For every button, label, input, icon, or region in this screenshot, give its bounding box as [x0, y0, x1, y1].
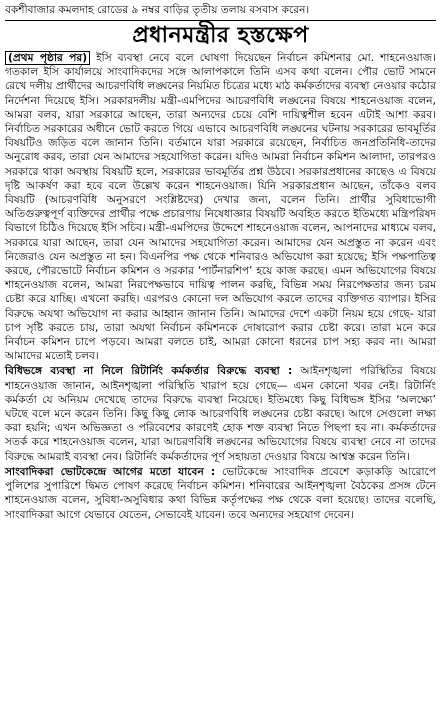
- headline: প্রধানমন্ত্রীর হস্তক্ষেপ: [132, 23, 309, 48]
- section-2-lead: বিধিভঙ্গে ব্যবস্থা না নিলে রিটার্নিং কর্মকর্তার বিরুদ্ধে ব্যবস্থা :: [5, 365, 293, 378]
- continued-label: (প্রথম পৃষ্ঠার পর): [5, 51, 90, 65]
- intro-line: বকশীবাজার কমলদাহ রোডের ৯ নম্বর বাড়ির তৃতীয় তলায় বসবাস করেন।: [5, 4, 310, 16]
- divider: [5, 20, 436, 21]
- paragraph-1-text: ইসি ব্যবস্থা নেবে বলে ঘোষণা দিয়েছেন নির্বাচন কমিশনার মো. শাহনেওয়াজ। গতকাল ইসি কার্যালয়ে সাংবাদিকদের সঙ্গে আলাপকালে তিনি এসব কথা বলেন। পৌর ভোট সামনে রেখে দলীয় প্রার্থীদের আচরণবিধি লঙ্ঘনের নিয়মিত চিত্রের মধ্যে মাঠ কর্মকর্তাদের ব্যবস্থা নেওয়ার কঠোর নির্দেশনা দিয়েছে ইসি। সরকারদলীয় মন্ত্রী-এমপিদের আচরণবিধি লঙ্ঘনের বিষয়ে শাহনেওয়াজ বলেন, আমরা বলব, যারা সরকারে আছেন, তারা অন্যদের চেয়ে বেশি দায়িত্বশীল হবেন এটাই আশা করব। নির্বাচিত সরকারের অধীনে ভোট করতে গিয়ে এভাবে আচরণবিধি লঙ্ঘনের ঘটনায় সরকারের ভাবমূর্তির বিষয়টিও জড়িত বলে জানান তিনি। বর্তমানে যারা সরকারে রয়েছেন, নির্বাচিত জনপ্রতিনিধি-তাদের অনুরোধ করব, তারা যেন আমাদের সহযোগিতা করেন। যদিও আমরা নির্বাচন কমিশন আলাদা, তারপরও সরকারে থাকা অবস্থায় বিষয়টি হলে, সরকারের ভাবমূর্তির প্রশ্ন উঠবে। সরকারপ্রধানের কাছেও এ বিষয়ে দৃষ্টি আকর্ষণ করা হবে বলে উল্লেখ করেন শাহনেওয়াজ। যিনি সরকারপ্রধান আছেন, তাঁকেও বলব বিষয়টি (আচরণবিধি অনুসরণে সংশ্লিষ্টদের) দেখার জন্য, বলেন তিনি। প্রার্থীর সুবিধাভোগী অতিগুরুত্বপূর্ণ ব্যক্তিদের প্রার্থীর পক্ষে প্রচারণায় নিষেধাজ্ঞার বিষয়টি অবহিত করতে ইতিমধ্যে মন্ত্রিপরিষদ বিভাগে চিঠিও দিয়েছে ইসি সচিব। মন্ত্রী-এমপিদের উদ্দেশে শাহনেওয়াজ বলেন, আপনাদের মাধ্যমে বলব, সরকারে যারা আছেন, তারা যেন আমাদের সহযোগিতা করেন। আমাদের যেন অপ্রস্তুত না করেন এবং নিজেরাও যেন অপ্রস্তুত না হন। বিএনপির পক্ষ থেকে শনিবারও অভিযোগ করা হয়েছে; ইসি পক্ষপাতিত্ব করছে, পৌরভোটে নির্বাচন কমিশন ও সরকার ‘পার্টনারশিপ’ হয়ে কাজ করছে। এমন অভিযোগের বিষয়ে শাহনেওয়াজ বলেন, আমরা নিরপেক্ষভাবে দায়িত্ব পালন করছি, বিভিন্ন সময় নিরপেক্ষতার জন্য চরম চেষ্টা করে যাচ্ছি। এখনো করছি। এরপরও কোনো দল অভিযোগ করলে তাদের ব্যক্তিগত ব্যাপার। ইসির বিরুদ্ধে অযথা অভিযোগ না করার আহ্বান জানান তিনি। আমাদের দেশে একটা নিয়ম হয়ে গেছে- যারা চাপ সৃষ্টি করতে চায়, তারা অযথা নির্বাচন কমিশনকে দোষারোপ করার চেষ্টা করে। তারা মনে করে নির্বাচন কমিশন চাপে পড়বে। আমরা বলতে চাই, আমরা কোনো ধরনের চাপ সহ্য করব না। আমরা আমাদের মতোই চলব।: [5, 52, 436, 363]
- article-body: [5, 51, 436, 522]
- section-3-text: ভোটকেন্দ্রে সাংবাদিক প্রবেশে কড়াকড়ি আরোপে পুলিশের সুপারিশে দ্বিমত পোষণ করেছে নির্বাচন কমিশন। শনিবারের আইনশৃঙ্খলা বৈঠকের প্রসঙ্গ টেনে শাহনেওয়াজ বলেন, সুবিধা-অসুবিধার কথা বিভিন্ন কর্তৃপক্ষের পক্ষ থেকে বলা হয়েছে। তাদের বলেছি, সাংবাদিকরা আগে যেভাবে যেতেন, সেভাবেই যাবেন। তবে অন্যদের সহযোগ দেবেন।: [5, 465, 436, 521]
- paragraph-3: [5, 465, 436, 522]
- paragraph-2: [5, 364, 436, 463]
- section-3-lead: সাংবাদিকরা ভোটকেন্দ্রে আগের মতো যাবেন :: [5, 465, 216, 478]
- section-2-text: আইনশৃঙ্খলা পরিস্থিতির বিষয়ে শাহনেওয়াজ জানান, আইনশৃঙ্খলা পরিস্থিতি খারাপ হয়ে গেছে— এমন কোনো খবর নেই। রিটার্নিং কর্মকর্তা যে অনিয়ম দেখেছে তাদের বিরুদ্ধে ব্যবস্থা নিয়েছে। ইতিমধ্যে কিছু বিধিভঙ্গ ইসির ‘অলক্ষ্যে’ ঘটছে বলে মনে করেন তিনি। কিছু কিছু লোক আচরণবিধি লঙ্ঘনের চেষ্টা করছে। আগে সেগুলো লক্ষ্য করা হয়নি; এখন অভিজ্ঞতা ও পরিবেশের কারণেই হোক শক্ত ব্যবস্থা নিতে পিছপা হব না। কর্মকর্তাদের সতর্ক করে শাহনেওয়াজ বলেন, যারা আচরণবিধি লঙ্ঘনের অভিযোগের বিষয়ে ব্যবস্থা নেবে না তাদের বিরুদ্ধে আমরাই ব্যবস্থা নেব। রিটার্নিং কর্মকর্তাদের পূর্ণ সহায়তা দেওয়ার বিষয়ে আশ্বস্ত করেন তিনি।: [5, 365, 436, 463]
- paragraph-1: [5, 51, 436, 363]
- newspaper-clipping: [0, 3, 441, 720]
